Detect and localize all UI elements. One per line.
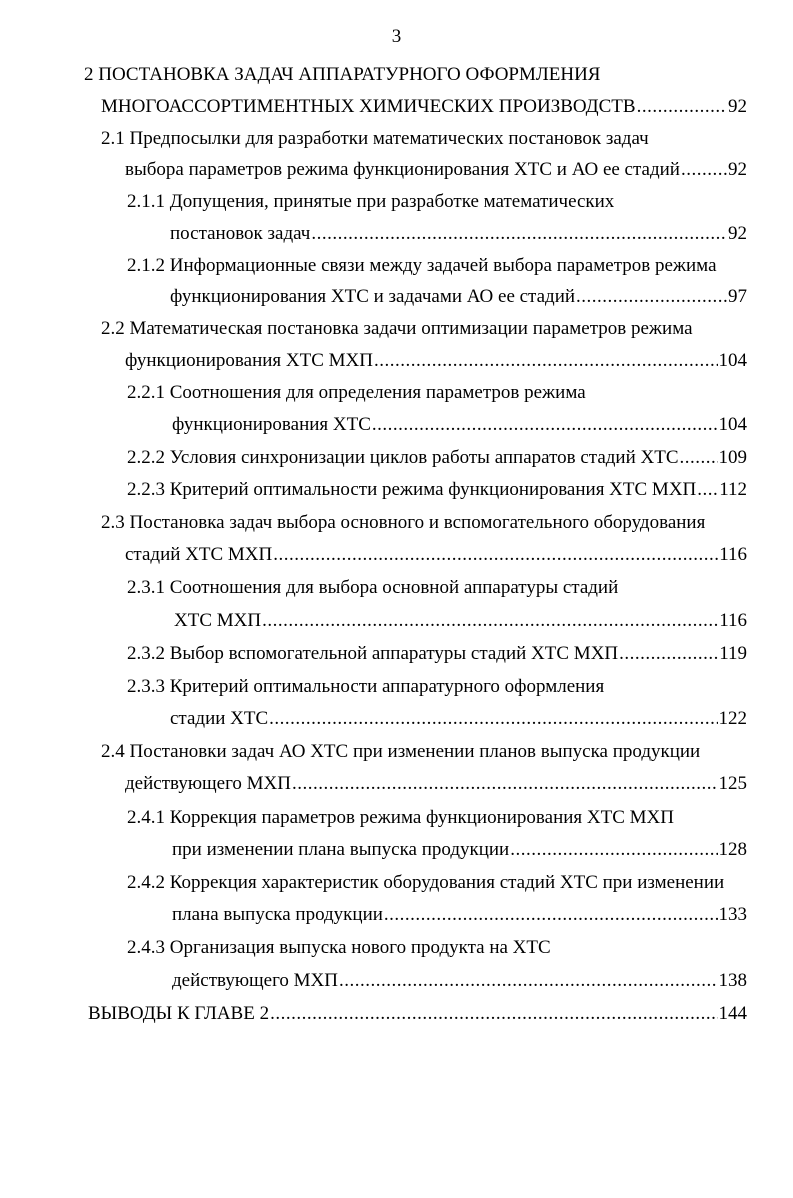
toc-line: [127, 254, 717, 278]
toc-leader-dots: [311, 222, 727, 246]
toc-line: [170, 707, 747, 731]
toc-leader-dots: [619, 642, 718, 666]
toc-entry-text: стадии ХТС: [170, 708, 269, 729]
toc-line: [127, 642, 747, 666]
toc-line: [125, 349, 747, 373]
toc-line: [88, 1002, 747, 1026]
toc-leader-dots: [292, 772, 718, 796]
toc-line: [127, 871, 724, 895]
toc-entry-text: выбора параметров режима функционирования ХТС и АО ее стадий: [125, 159, 680, 180]
toc-entry-text: плана выпуска продукции: [172, 904, 383, 925]
toc-line: [101, 127, 649, 151]
toc-line: [170, 222, 747, 246]
toc-entry-text: 2.4 Постановки задач АО ХТС при изменении планов выпуска продукции: [101, 741, 701, 762]
toc-leader-dots: [339, 969, 718, 993]
toc-line: [172, 413, 747, 437]
toc-leader-dots: [372, 413, 718, 437]
toc-entry-text: 2.4.1 Коррекция параметров режима функционирования ХТС МХП: [127, 807, 674, 828]
toc-entry-text: 2.4.3 Организация выпуска нового продукта на ХТС: [127, 937, 551, 958]
toc-entry-text: действующего МХП: [125, 773, 291, 794]
toc-page-number: 119: [719, 643, 747, 664]
toc-line: [172, 969, 747, 993]
toc-entry-text: функционирования ХТС: [172, 414, 371, 435]
toc-line: [101, 511, 705, 535]
toc-line: [101, 317, 693, 341]
toc-leader-dots: [576, 285, 727, 309]
toc-line: [125, 543, 747, 567]
toc-entry-text: 2.1.2 Информационные связи между задачей выбора параметров режима: [127, 255, 717, 276]
toc-entry-text: МНОГОАССОРТИМЕНТНЫХ ХИМИЧЕСКИХ ПРОИЗВОДСТВ: [101, 96, 636, 117]
toc-entry-text: 2.2.3 Критерий оптимальности режима функционирования ХТС МХП: [127, 479, 697, 500]
toc-entry-text: при изменении плана выпуска продукции: [172, 839, 510, 860]
toc-line: [172, 838, 747, 862]
toc-line: [127, 936, 551, 960]
toc-page-number: 116: [719, 544, 747, 565]
toc-leader-dots: [273, 543, 718, 567]
toc-leader-dots: [270, 1002, 717, 1026]
toc-page-number: 125: [718, 773, 747, 794]
toc-page-number: 104: [718, 350, 747, 371]
toc-leader-dots: [374, 349, 718, 373]
toc-page-number: 92: [728, 96, 747, 117]
toc-page-number: 128: [718, 839, 747, 860]
toc-line: [127, 675, 604, 699]
toc-entry-text: постановок задач: [170, 223, 311, 244]
toc-line: [125, 772, 747, 796]
toc-entry-text: 2.3.3 Критерий оптимальности аппаратурного оформления: [127, 676, 605, 697]
toc-line: [127, 478, 747, 502]
toc-leader-dots: [681, 158, 727, 182]
toc-line: [127, 381, 586, 405]
toc-leader-dots: [384, 903, 718, 927]
toc-line: [172, 903, 747, 927]
toc-entry-text: ВЫВОДЫ К ГЛАВЕ 2: [88, 1003, 270, 1024]
toc-entry-text: 2.2.2 Условия синхронизации циклов работы аппаратов стадий ХТС: [127, 447, 679, 468]
toc-line: [101, 95, 747, 119]
toc-leader-dots: [680, 446, 718, 470]
toc-page-number: 122: [718, 708, 747, 729]
toc-page-number: 109: [718, 447, 747, 468]
toc-line: [101, 740, 700, 764]
toc-entry-text: 2 ПОСТАНОВКА ЗАДАЧ АППАРАТУРНОГО ОФОРМЛЕНИЯ: [84, 64, 601, 85]
toc-leader-dots: [510, 838, 717, 862]
toc-line: [127, 576, 618, 600]
page-number: 3: [391, 26, 402, 47]
toc-line: [127, 446, 747, 470]
toc-page-number: 104: [718, 414, 747, 435]
toc-line: [125, 158, 747, 182]
toc-entry-text: 2.3.2 Выбор вспомогательной аппаратуры стадий ХТС МХП: [127, 643, 619, 664]
toc-entry-text: 2.4.2 Коррекция характеристик оборудования стадий ХТС при изменении: [127, 872, 725, 893]
toc-entry-text: 2.2 Математическая постановка задачи оптимизации параметров режима: [101, 318, 693, 339]
toc-leader-dots: [269, 707, 717, 731]
toc-page-number: 112: [719, 479, 747, 500]
toc-line: [170, 285, 747, 309]
toc-entry-text: ХТС МХП: [174, 610, 262, 631]
toc-entry-text: 2.1 Предпосылки для разработки математических постановок задач: [101, 128, 649, 149]
toc-line: [127, 806, 674, 830]
toc-leader-dots: [637, 95, 727, 119]
toc-leader-dots: [262, 609, 718, 633]
toc-entry-text: функционирования ХТС и задачами АО ее стадий: [170, 286, 576, 307]
toc-page-number: 138: [718, 970, 747, 991]
toc-entry-text: функционирования ХТС МХП: [125, 350, 373, 371]
toc-page-number: 116: [719, 610, 747, 631]
toc-line: [174, 609, 747, 633]
toc-page-number: 92: [728, 223, 747, 244]
toc-entry-text: 2.2.1 Соотношения для определения параметров режима: [127, 382, 586, 403]
toc-leader-dots: [697, 478, 718, 502]
toc-entry-text: 2.1.1 Допущения, принятые при разработке математических: [127, 191, 615, 212]
toc-entry-text: 2.3 Постановка задач выбора основного и вспомогательного оборудования: [101, 512, 706, 533]
toc-line: [84, 63, 600, 87]
toc-page-number: 92: [728, 159, 747, 180]
toc-line: [127, 190, 614, 214]
toc-page-number: 144: [718, 1003, 747, 1024]
toc-entry-text: 2.3.1 Соотношения для выбора основной аппаратуры стадий: [127, 577, 619, 598]
toc-page-number: 97: [728, 286, 747, 307]
toc-entry-text: действующего МХП: [172, 970, 338, 991]
toc-entry-text: стадий ХТС МХП: [125, 544, 273, 565]
toc-page-number: 133: [718, 904, 747, 925]
